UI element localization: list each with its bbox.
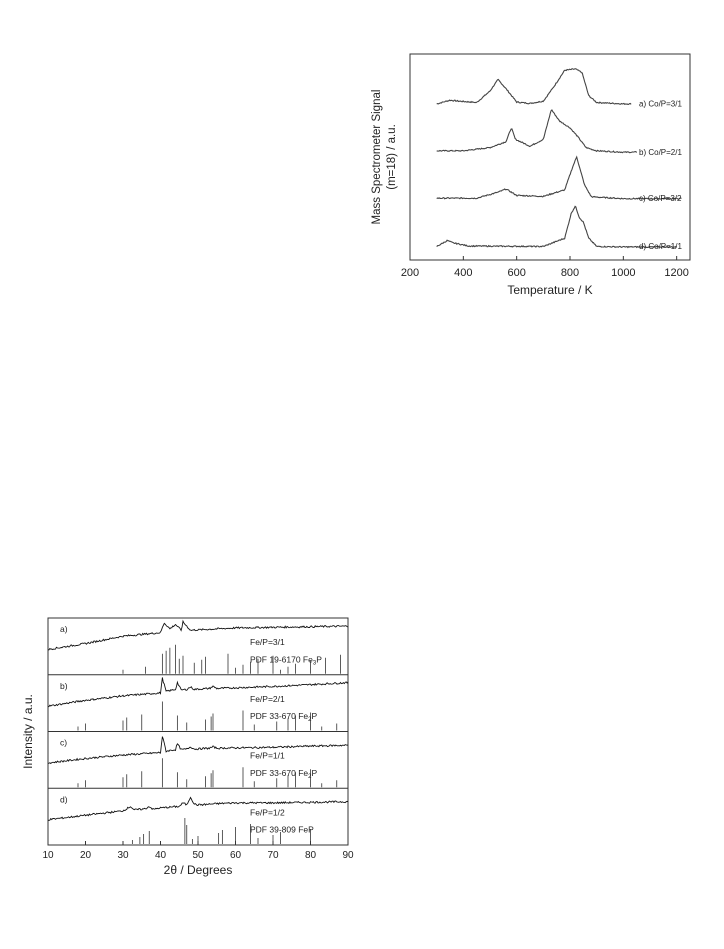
xrd-reference-label — [250, 768, 317, 780]
xrd-panel-label: c) — [60, 737, 68, 748]
xrd-panel-label: b) — [60, 680, 68, 691]
xrd-pattern-line — [48, 677, 348, 706]
ms-x-tick-label: 400 — [454, 267, 473, 279]
xrd-chart-svg — [18, 612, 358, 884]
ms-plot-frame — [410, 54, 690, 260]
xrd-panel-label: a) — [60, 624, 68, 634]
xrd-x-tick-label: 10 — [42, 850, 54, 861]
xrd-pattern-line — [48, 798, 348, 821]
xrd-reference-label-tail: P — [311, 711, 318, 722]
ms-series-label: b) Co/P=2/1 — [639, 147, 682, 157]
ms-y-axis-label-line: (m=18) / a.u. — [386, 124, 398, 190]
xrd-reference-label — [250, 654, 322, 666]
xrd-reference-label-main: PDF 19-6170 Fe — [250, 654, 313, 665]
xrd-reference-label — [250, 825, 314, 835]
ms-x-tick-label: 600 — [507, 267, 526, 279]
xrd-sample-label: Fe/P=1/1 — [250, 750, 285, 761]
ms-series-label: c) Co/P=3/2 — [639, 193, 682, 203]
ms-series-line — [437, 69, 631, 105]
xrd-reference-label-main: PDF 33-670 Fe — [250, 767, 309, 778]
xrd-reference-label-tail: P — [311, 767, 318, 778]
xrd-y-axis-label: Intensity / a.u. — [21, 694, 35, 769]
xrd-x-tick-label: 20 — [79, 850, 92, 861]
ms-y-axis-label — [371, 90, 398, 225]
ms-x-tick-label: 1000 — [611, 267, 636, 279]
xrd-x-tick-label: 60 — [229, 850, 242, 861]
xrd-figure — [18, 612, 358, 884]
xrd-panel-label: d) — [60, 794, 68, 805]
ms-x-axis-label: Temperature / K — [507, 283, 593, 297]
ms-x-tick-label: 1200 — [664, 267, 689, 279]
xrd-x-tick-label: 40 — [154, 850, 167, 861]
xrd-x-tick-label: 90 — [342, 850, 354, 861]
xrd-reference-label-subscript: 3 — [312, 660, 317, 667]
mass-spectrometer-figure — [368, 48, 698, 298]
xrd-sample-label: Fe/P=3/1 — [250, 637, 285, 648]
xrd-x-tick-label: 70 — [267, 850, 279, 861]
xrd-pattern-line — [48, 737, 348, 764]
ms-chart-svg — [368, 48, 698, 298]
ms-x-tick-label: 200 — [400, 267, 420, 279]
xrd-x-tick-label: 50 — [192, 850, 204, 861]
ms-series-label: d) Co/P=1/1 — [639, 242, 682, 252]
ms-series-line — [437, 110, 637, 153]
xrd-x-tick-label: 30 — [117, 850, 129, 861]
xrd-reference-label-subscript: 2 — [308, 773, 312, 780]
xrd-x-axis-label: 2θ / Degrees — [163, 863, 233, 877]
xrd-sample-label: Fe/P=1/2 — [250, 807, 285, 818]
ms-series-label: a) Co/P=3/1 — [639, 99, 682, 109]
ms-x-tick-label: 800 — [560, 267, 580, 279]
xrd-reference-label — [250, 711, 317, 723]
ms-y-axis-label-line: Mass Spectrometer Signal — [371, 89, 383, 225]
xrd-reference-label-main: PDF 33-670 Fe — [250, 711, 309, 722]
xrd-pattern-line — [48, 621, 348, 650]
xrd-sample-label: Fe/P=2/1 — [250, 693, 285, 704]
xrd-reference-label-subscript: 2 — [308, 717, 312, 724]
xrd-x-tick-label: 80 — [304, 850, 317, 861]
xrd-reference-label-tail: P — [316, 654, 322, 665]
xrd-reference-label-main: PDF 39-809 FeP — [250, 824, 314, 835]
